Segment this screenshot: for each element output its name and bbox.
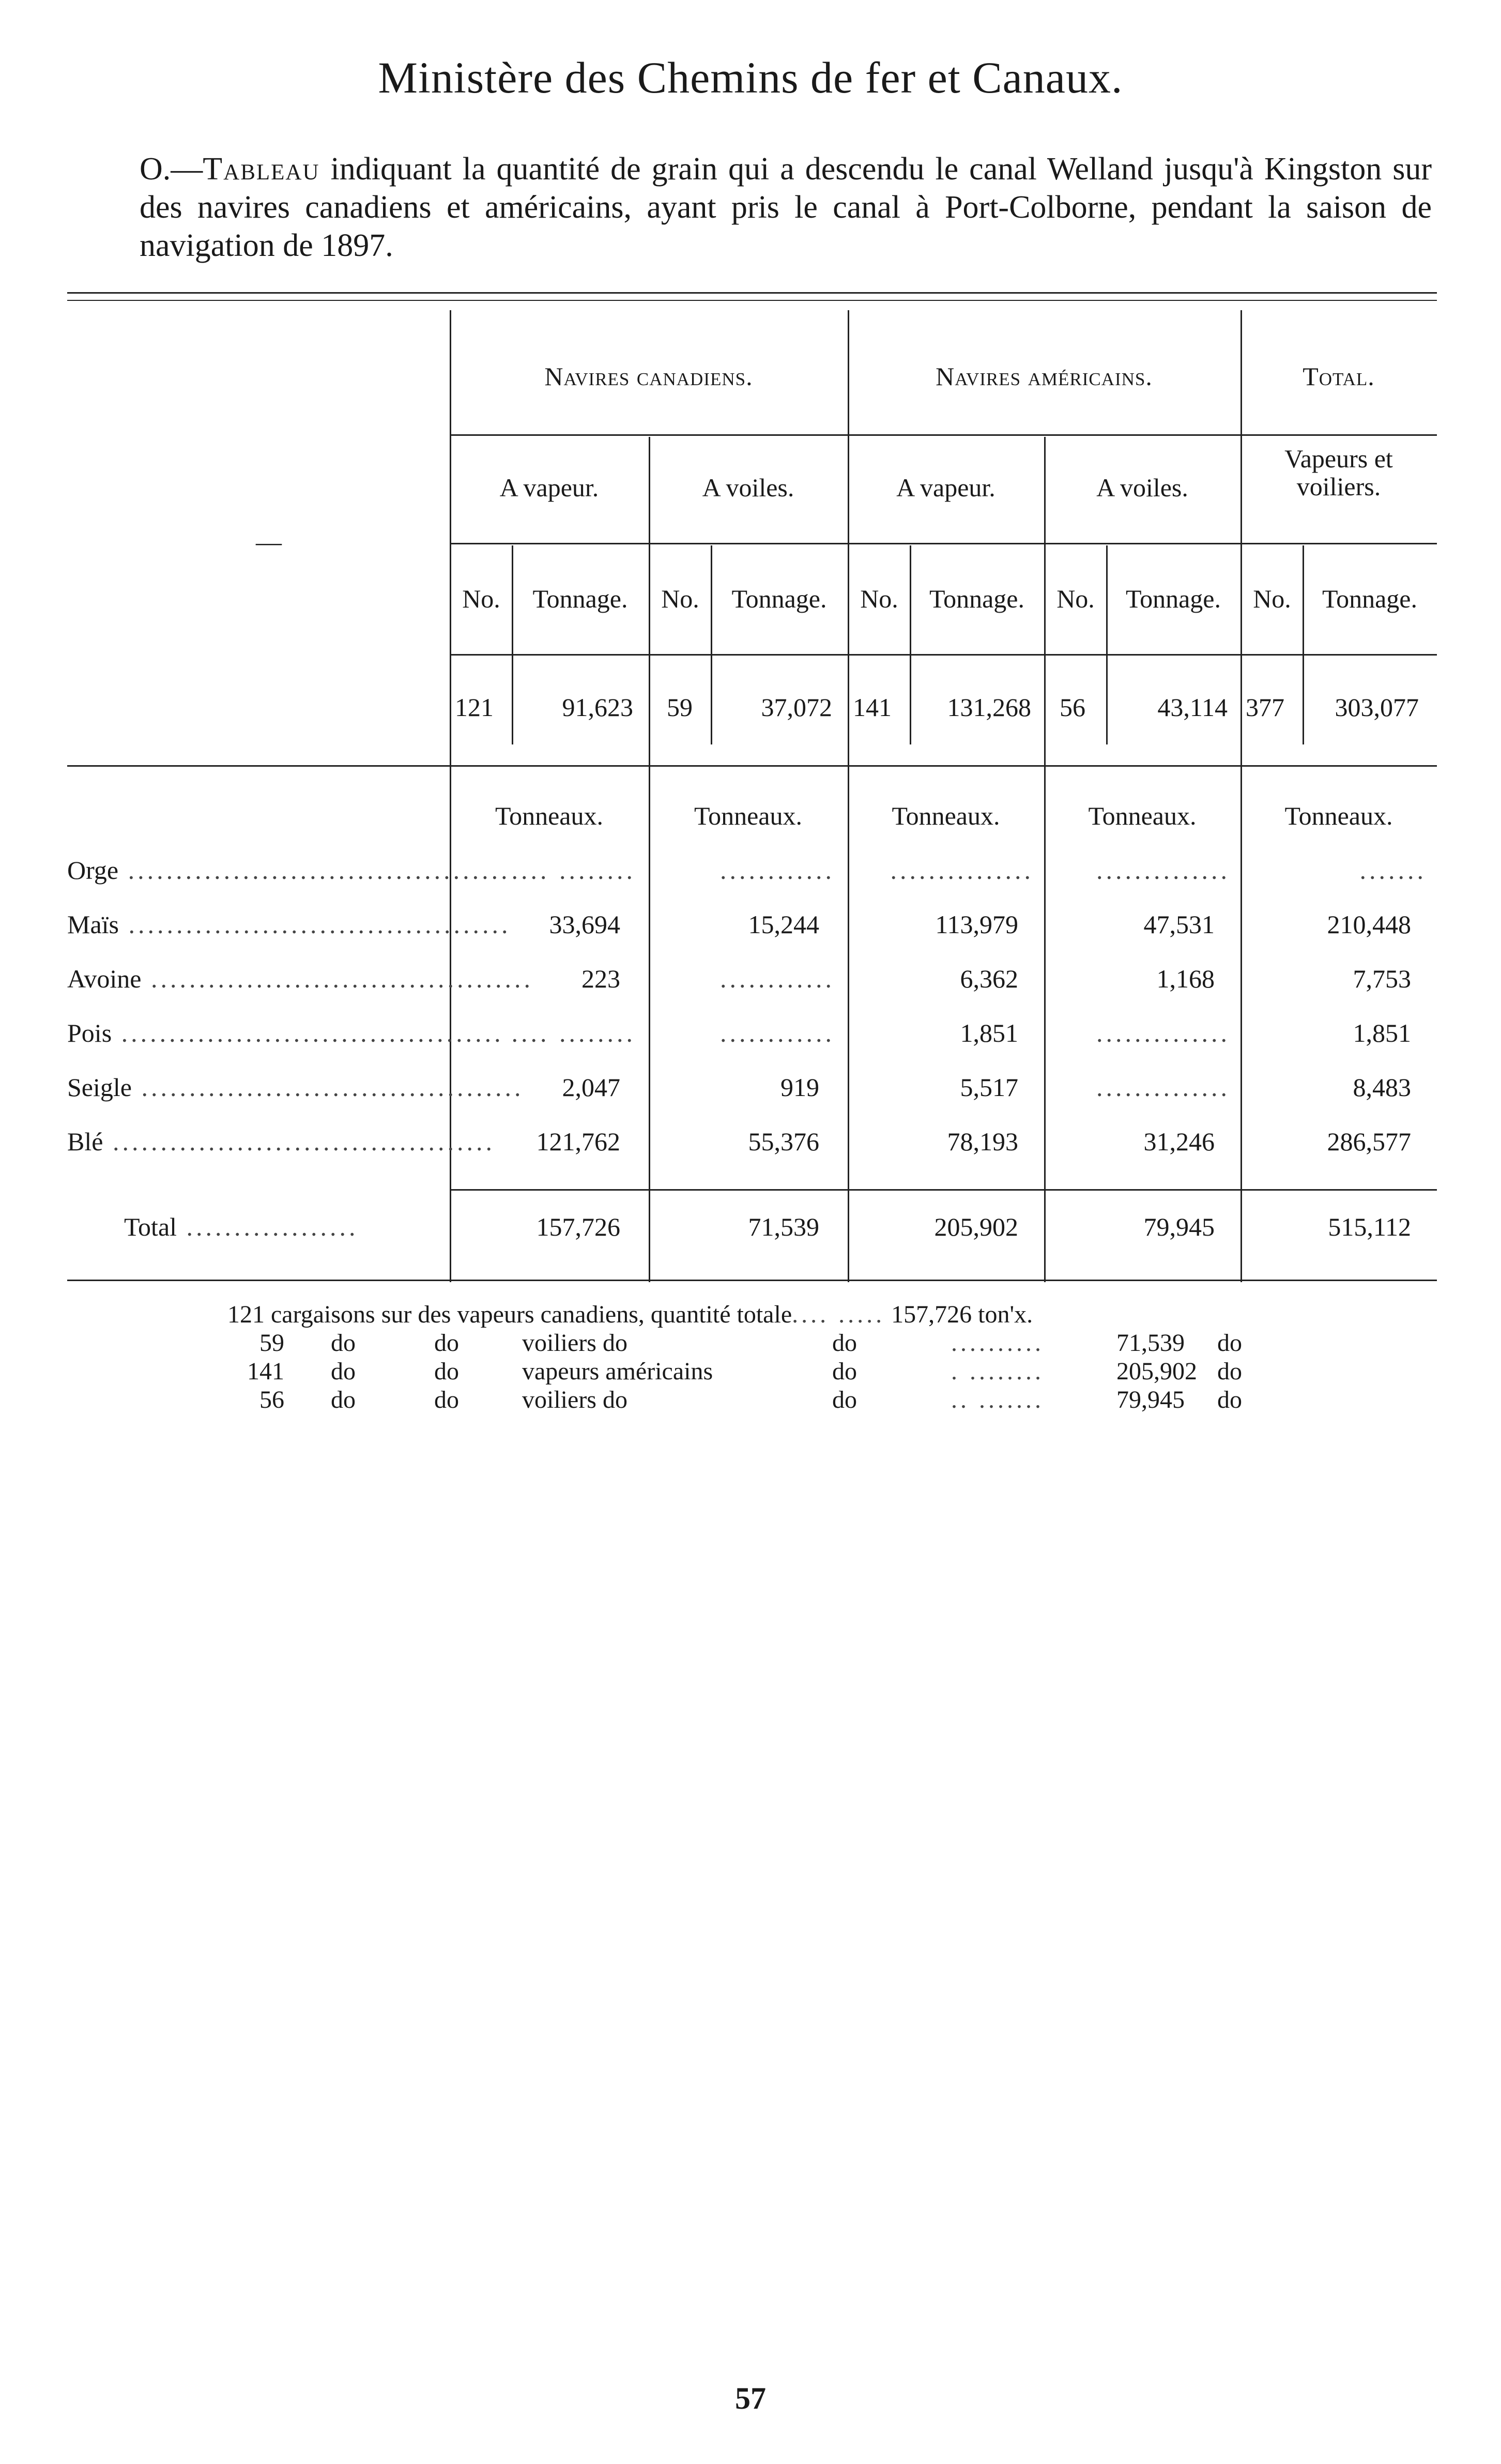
colhead-no-1: No. <box>462 584 500 613</box>
count-tonnage-5: 303,077 <box>1335 693 1419 722</box>
cell-value: ....... <box>1359 856 1427 885</box>
colhead-tonnage-5: Tonnage. <box>1322 584 1417 613</box>
cell-value: 919 <box>780 1073 819 1102</box>
cell-value: 210,448 <box>1327 910 1411 939</box>
total-value-5: 515,112 <box>1328 1212 1411 1241</box>
stub-dash: — <box>256 527 282 556</box>
cell-value: 1,851 <box>960 1018 1018 1047</box>
cell-value: ............... <box>890 856 1034 885</box>
summary-line-2: 59 do do voiliers do do .......... 71,539 do <box>259 1329 1242 1357</box>
count-tonnage-2: 37,072 <box>761 693 832 722</box>
cell-value: 15,244 <box>748 910 819 939</box>
cell-value: 8,483 <box>1353 1073 1411 1102</box>
cell-value: 286,577 <box>1327 1127 1411 1156</box>
cell-value: 121,762 <box>536 1127 620 1156</box>
colhead-no-3: No. <box>860 584 898 613</box>
count-no-2: 59 <box>667 693 693 722</box>
table-caption <box>140 150 1432 265</box>
total-value-3: 205,902 <box>934 1212 1018 1241</box>
colhead-tonnage-3: Tonnage. <box>929 584 1024 613</box>
count-tonnage-4: 43,114 <box>1157 693 1228 722</box>
count-no-3: 141 <box>853 693 892 722</box>
row-label: Orge ........................................ <box>67 856 511 885</box>
rule-under-subgroups <box>450 543 1437 544</box>
colhead-tonnage-2: Tonnage. <box>731 584 827 613</box>
count-tonnage-1: 91,623 <box>562 693 633 722</box>
cell-value: ............ <box>720 1018 835 1047</box>
row-label: Avoine ........................................ <box>67 964 533 993</box>
caption-label: Tableau <box>203 151 320 187</box>
running-head: Ministère des Chemins de fer et Canaux. <box>378 53 1123 102</box>
group-header-canadiens: Navires canadiens. <box>544 362 753 391</box>
cell-value: .... ........ <box>511 1018 636 1047</box>
cell-value: 5,517 <box>960 1073 1018 1102</box>
unit-1: Tonneaux. <box>495 801 603 830</box>
colhead-no-2: No. <box>661 584 699 613</box>
rule-above-total <box>450 1189 1437 1191</box>
summary-line-4: 56 do do voiliers do do .. ....... 79,945 do <box>259 1386 1242 1413</box>
cell-value: .............. <box>1096 1073 1230 1102</box>
colhead-no-4: No. <box>1056 584 1095 613</box>
cell-value: 31,246 <box>1143 1127 1215 1156</box>
count-no-5: 377 <box>1246 693 1284 722</box>
subgroup-total: Vapeurs et voiliers. <box>1284 444 1393 501</box>
cell-value: ............ <box>720 856 835 885</box>
summary-line-3: 141 do do vapeurs américains do . ........ 205,902 do <box>247 1358 1242 1385</box>
count-tonnage-3: 131,268 <box>947 693 1031 722</box>
row-label: Pois ........................................ <box>67 1018 504 1047</box>
cell-value: 223 <box>581 964 620 993</box>
cell-value: 33,694 <box>549 910 620 939</box>
rule-under-counts <box>67 765 1437 767</box>
top-rule-1 <box>67 292 1437 294</box>
unit-4: Tonneaux. <box>1088 801 1197 830</box>
caption-text: indiquant la quantité de grain qui a descendu le canal Welland jusqu'à Kingston sur des navires canadiens et américains, ayant pris le canal à Port-Colborne, pendant la saison de navigation de 1897. <box>140 151 1432 263</box>
total-value-2: 71,539 <box>748 1212 819 1241</box>
total-label: Total .................. <box>124 1212 359 1241</box>
subgroup-voiles-am: A voiles. <box>1096 473 1188 502</box>
summary-line-1: 121 cargaisons sur des vapeurs canadiens, quantité totale.... ..... 157,726 ton'x. <box>227 1301 1033 1328</box>
row-label: Blé ........................................ <box>67 1127 495 1156</box>
cell-value: ............ <box>720 964 835 993</box>
count-no-4: 56 <box>1060 693 1085 722</box>
cell-value: .............. <box>1096 856 1230 885</box>
row-label: Maïs ........................................ <box>67 910 511 939</box>
cell-value: 6,362 <box>960 964 1018 993</box>
colhead-tonnage-1: Tonnage. <box>532 584 628 613</box>
cell-value: 2,047 <box>562 1073 620 1102</box>
caption-prefix: O.— <box>140 151 203 187</box>
colhead-tonnage-4: Tonnage. <box>1126 584 1221 613</box>
rule-under-colheads <box>450 654 1437 656</box>
row-label: Seigle ........................................ <box>67 1073 524 1102</box>
rule-bottom <box>67 1280 1437 1281</box>
cell-value: 7,753 <box>1353 964 1411 993</box>
cell-value: 1,168 <box>1156 964 1215 993</box>
cell-value: 1,851 <box>1353 1018 1411 1047</box>
group-header-americains: Navires américains. <box>936 362 1153 391</box>
cell-value: .... ........ <box>511 856 636 885</box>
unit-2: Tonneaux. <box>694 801 802 830</box>
cell-value: 55,376 <box>748 1127 819 1156</box>
top-rule-2 <box>67 300 1437 301</box>
subgroup-vapeur-can: A vapeur. <box>499 473 599 502</box>
subgroup-vapeur-am: A vapeur. <box>896 473 995 502</box>
cell-value: 78,193 <box>947 1127 1018 1156</box>
count-no-1: 121 <box>455 693 494 722</box>
group-header-total: Total. <box>1303 362 1375 391</box>
page-number: 57 <box>735 2381 766 2415</box>
total-value-1: 157,726 <box>536 1212 620 1241</box>
unit-3: Tonneaux. <box>892 801 1000 830</box>
rule-under-groups <box>450 434 1437 436</box>
colhead-no-5: No. <box>1253 584 1291 613</box>
cell-value: .............. <box>1096 1018 1230 1047</box>
total-value-4: 79,945 <box>1143 1212 1215 1241</box>
unit-5: Tonneaux. <box>1284 801 1393 830</box>
cell-value: 47,531 <box>1143 910 1215 939</box>
subgroup-voiles-can: A voiles. <box>702 473 794 502</box>
cell-value: 113,979 <box>935 910 1018 939</box>
